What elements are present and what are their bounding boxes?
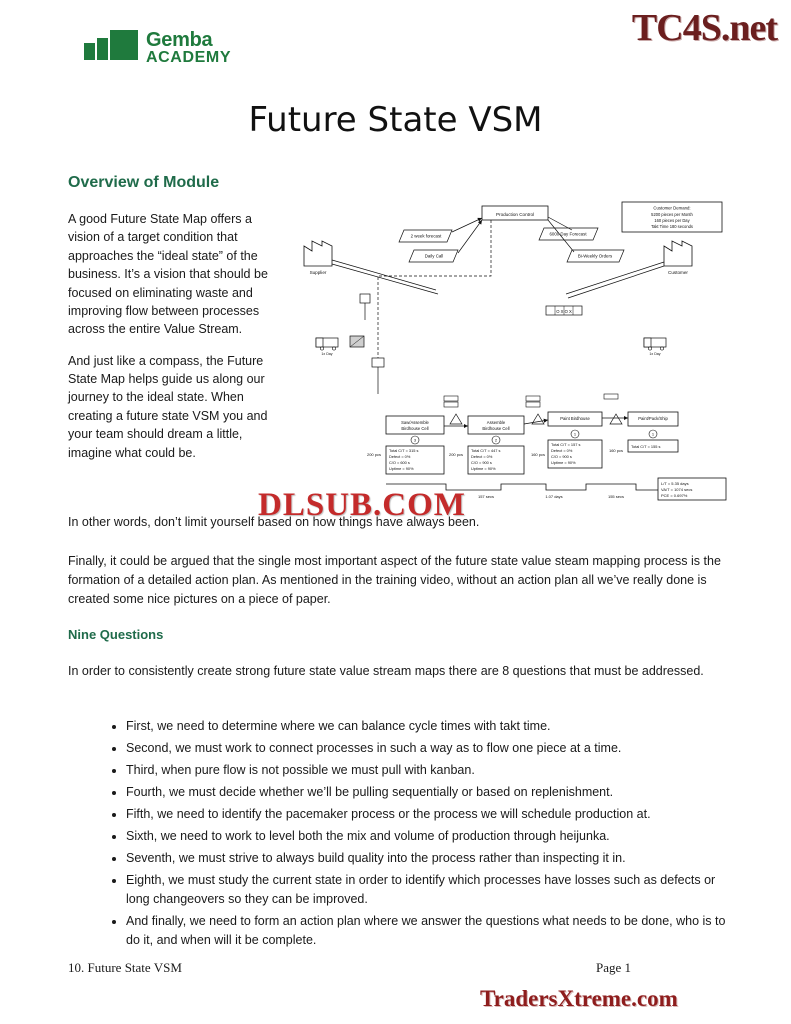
footer-left: 10. Future State VSM (68, 960, 182, 975)
svg-text:Paint/Pack/Ship: Paint/Pack/Ship (638, 416, 668, 421)
svg-text:C/O = 600 s: C/O = 600 s (389, 460, 410, 465)
svg-text:1: 1 (651, 431, 655, 437)
list-item: • Seventh, we must strive to always build quality into the process rather than inspecting it in. (126, 849, 730, 868)
overview-heading: Overview of Module (68, 174, 220, 191)
svg-text:Total C/T = 447 s: Total C/T = 447 s (471, 448, 501, 453)
svg-text:160 pcs: 160 pcs (608, 448, 624, 453)
svg-text:Customer Demand:: Customer Demand: (653, 205, 691, 211)
svg-text:5200 pieces per Month: 5200 pieces per Month (651, 212, 693, 217)
svg-text:Production Control: Production Control (495, 212, 535, 217)
svg-text:1x Day: 1x Day (649, 352, 661, 356)
svg-text:6000 Day Forecast: 6000 Day Forecast (549, 231, 587, 237)
svg-text:2: 2 (494, 437, 498, 443)
svg-text:Supplier: Supplier (309, 270, 327, 275)
overview-paragraph-1: A good Future State Map offers a vision of a target condition that approaches the “ideal state” of the business. It’s a vision that should be focused on eliminating waste and improving flow between processes across the entire Value Stream. (68, 212, 268, 337)
list-item: • First, we need to determine where we can balance cycle times with takt time. (126, 717, 730, 736)
svg-text:Defect = 0%: Defect = 0% (389, 454, 411, 459)
svg-text:Total C/T = 157 s: Total C/T = 157 s (551, 442, 581, 447)
svg-text:Defect = 0%: Defect = 0% (471, 454, 493, 459)
svg-text:L/T = 5.35 days: L/T = 5.35 days (661, 481, 689, 486)
svg-text:Saw/Assemble: Saw/Assemble (401, 420, 429, 425)
svg-text:Total C/T = 155 s: Total C/T = 155 s (631, 444, 661, 449)
questions-list (100, 717, 730, 953)
svg-text:PCE = 0.697%: PCE = 0.697% (661, 493, 688, 498)
svg-text:Defect = 0%: Defect = 0% (551, 448, 573, 453)
svg-text:Total C/T = 315 s: Total C/T = 315 s (389, 448, 419, 453)
svg-text:Takt Time 180 seconds: Takt Time 180 seconds (651, 224, 693, 229)
svg-text:Assemble: Assemble (486, 420, 506, 425)
gemba-academy-logo (84, 30, 231, 67)
list-item: • Fifth, we need to identify the pacemaker process or the process we will schedule production at. (126, 805, 730, 824)
watermark-bottom-right: TradersXtreme.com (480, 986, 678, 1011)
svg-text:Uptime = 90%: Uptime = 90% (471, 466, 496, 471)
svg-text:1.07 days: 1.07 days (545, 494, 563, 499)
watermark-top-right: TC4S.net (631, 7, 777, 49)
future-state-vsm-diagram (286, 198, 731, 523)
list-item: • And finally, we need to form an action plan where we answer the questions what needs to be done, who is to do it, and when will it be complete. (126, 912, 730, 950)
svg-text:C/O = 900 s: C/O = 900 s (471, 460, 492, 465)
footer-page-number: Page 1 (596, 960, 632, 975)
svg-text:Uptime = 90%: Uptime = 90% (389, 466, 414, 471)
svg-text:155 secs: 155 secs (607, 494, 625, 499)
svg-text:1x Day: 1x Day (321, 352, 333, 356)
watermark-middle: DLSUB.COM (258, 487, 466, 523)
svg-text:Daily Call: Daily Call (424, 253, 444, 259)
logo-line-2: ACADEMY (146, 49, 232, 67)
svg-text:2 week forecast: 2 week forecast (410, 233, 442, 239)
list-item: • Fourth, we must decide whether we’ll be pulling sequentially or based on replenishment. (126, 783, 730, 802)
svg-text:Birdhouse Cell: Birdhouse Cell (401, 426, 429, 431)
svg-text:O X O X: O X O X (556, 308, 572, 314)
svg-text:Customer: Customer (668, 270, 688, 275)
svg-text:Paint Birdhouse: Paint Birdhouse (560, 416, 590, 421)
page-title: Future State VSM (248, 100, 543, 140)
logo-line-1: Gemba (146, 29, 213, 51)
svg-text:Uptime = 90%: Uptime = 90% (551, 460, 576, 465)
overview-column-text (68, 210, 273, 475)
list-item: • Second, we must work to connect processes in such a way as to flow one piece at a time. (126, 739, 730, 758)
svg-text:Birdhouse Cell: Birdhouse Cell (482, 426, 510, 431)
paragraph-finally: Finally, it could be argued that the single most important aspect of the future state value steam mapping process is the formation of a detailed action plan. As mentioned in the training video, without an action plan all we’ve really done is created some nice pictures on a piece of paper. (68, 554, 721, 606)
list-item: • Eighth, we must study the current state in order to identify which processes have losses such as defects or long changeovers so they can be improved. (126, 871, 730, 909)
paragraph-other-words: In other words, don’t limit yourself based on how things have always been. (68, 515, 480, 529)
svg-text:200 pcs: 200 pcs (366, 452, 382, 457)
svg-text:VA/T = 1074 secs: VA/T = 1074 secs (661, 487, 693, 492)
svg-text:160 pcs: 160 pcs (530, 452, 546, 457)
nine-questions-heading: Nine Questions (68, 627, 164, 642)
svg-text:3: 3 (413, 437, 417, 443)
overview-paragraph-2: And just like a compass, the Future State Map helps guide us along our journey to the ideal state. When creating a future state VSM you and your team should dream a little, imagine what could be. (68, 353, 268, 460)
list-item: • Sixth, we need to work to level both the mix and volume of production through heijunka. (126, 827, 730, 846)
svg-text:157 secs: 157 secs (477, 494, 495, 499)
svg-text:200 pcs: 200 pcs (448, 452, 464, 457)
list-item: • Third, when pure flow is not possible we must pull with kanban. (126, 761, 730, 780)
svg-text:1: 1 (573, 431, 577, 437)
svg-text:160 pieces per Day: 160 pieces per Day (654, 218, 690, 223)
factory-icon (84, 30, 138, 60)
svg-text:C/O = 900 s: C/O = 900 s (551, 454, 572, 459)
svg-text:Bi-Weekly Orders: Bi-Weekly Orders (577, 253, 613, 259)
paragraph-nine-questions-intro: In order to consistently create strong future state value stream maps there are 8 questions that must be addressed. (68, 664, 704, 678)
